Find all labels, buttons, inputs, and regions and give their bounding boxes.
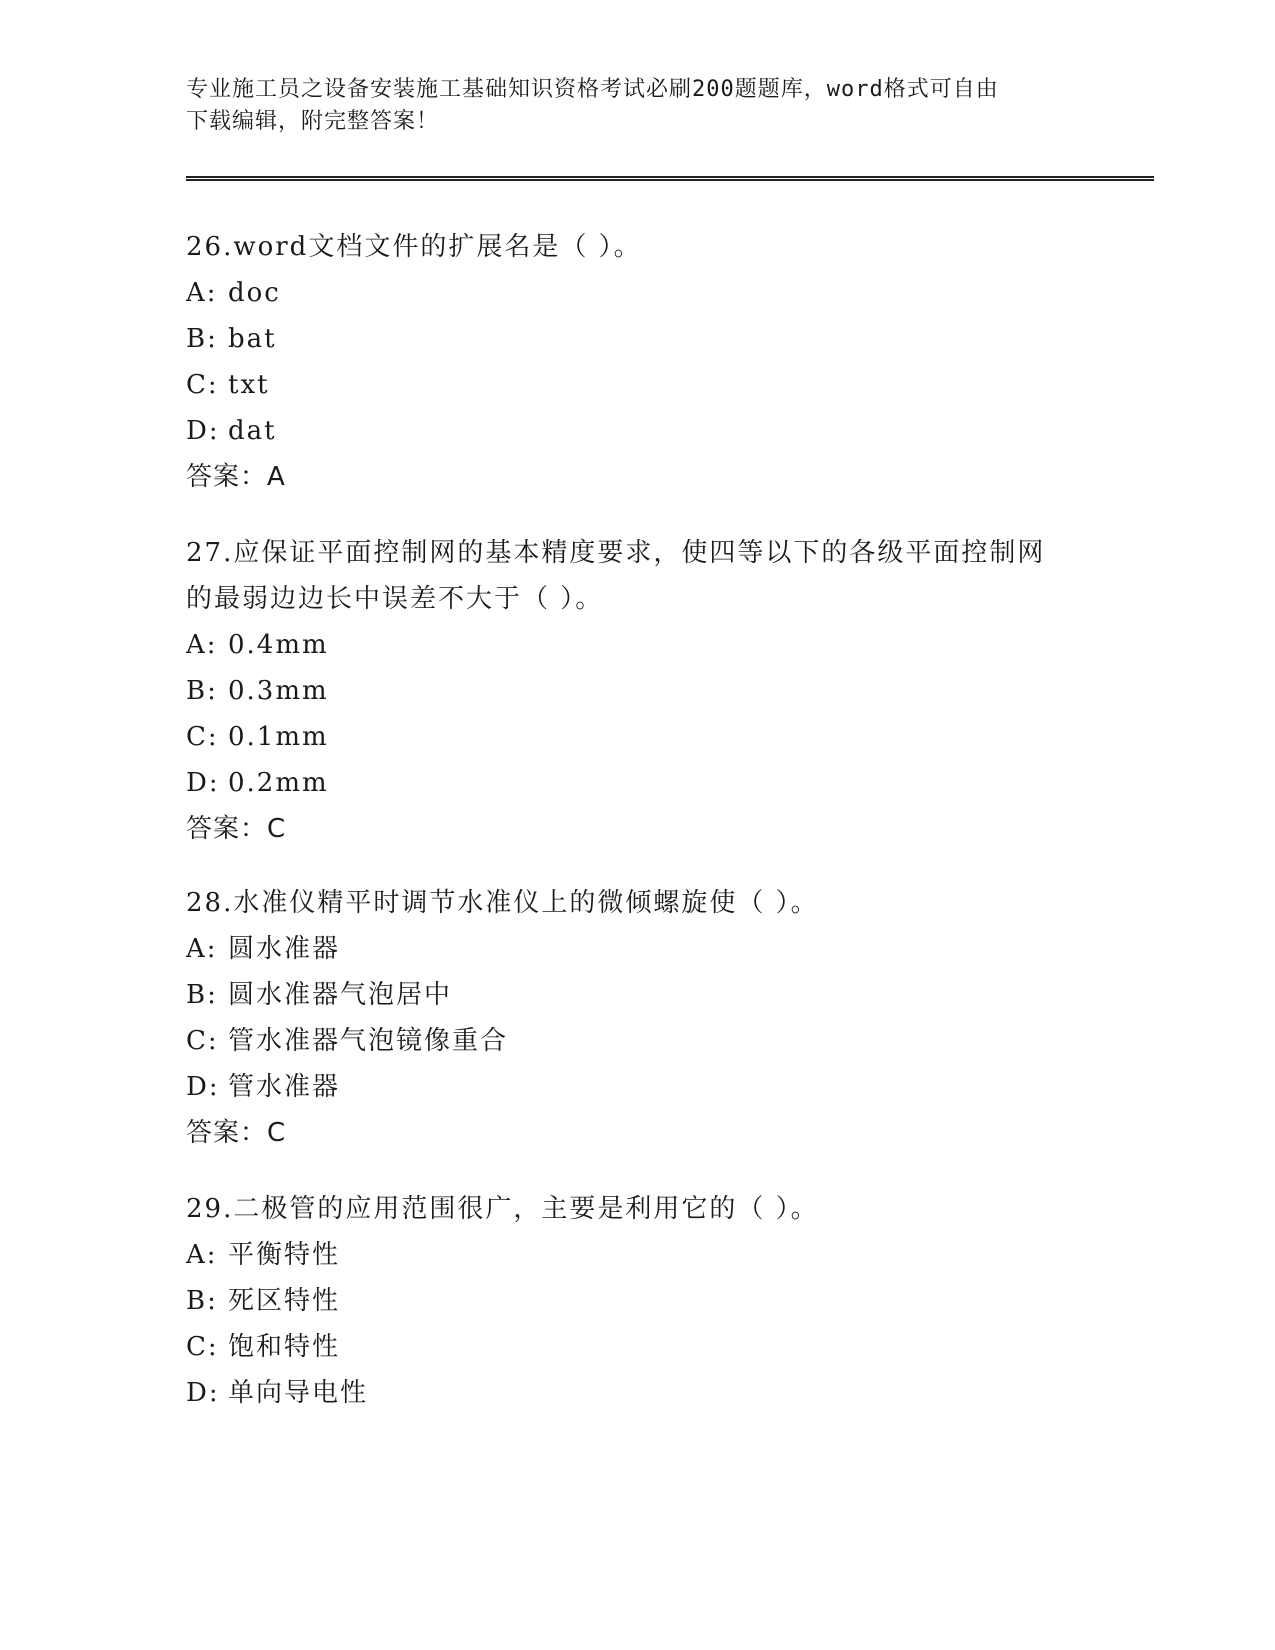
option-text: 圆水准器气泡居中 — [228, 980, 453, 1010]
option-letter: B: — [186, 1286, 218, 1316]
option-c — [186, 362, 1086, 408]
option-c — [186, 1324, 1086, 1370]
option-letter: B: — [186, 676, 218, 706]
question-text: 26.word文档文件的扩展名是（ ）。 — [186, 232, 642, 262]
option-b — [186, 668, 1086, 714]
option-text: 死区特性 — [228, 1286, 341, 1316]
option-text: txt — [228, 370, 270, 400]
option-d — [186, 1064, 1086, 1110]
option-text: 单向导电性 — [228, 1378, 369, 1408]
option-letter: A: — [186, 934, 218, 964]
option-letter: C: — [186, 370, 219, 400]
answer-text: 答案：C — [186, 1118, 287, 1148]
option-letter: D: — [186, 1378, 220, 1408]
answer-text: 答案：C — [186, 814, 287, 844]
option-letter: D: — [186, 1072, 220, 1102]
option-letter: A: — [186, 630, 218, 660]
option-text: 圆水准器 — [228, 934, 341, 964]
option-letter: C: — [186, 722, 219, 752]
option-text: doc — [228, 278, 281, 308]
question-27 — [186, 530, 1086, 852]
option-letter: D: — [186, 768, 220, 798]
option-text: 平衡特性 — [228, 1240, 341, 1270]
option-a — [186, 926, 1086, 972]
document-header — [186, 74, 1066, 138]
question-29 — [186, 1186, 1086, 1416]
option-text: dat — [228, 416, 277, 446]
option-letter: B: — [186, 324, 218, 354]
question-text-line-1: 27.应保证平面控制网的基本精度要求，使四等以下的各级平面控制网 — [186, 538, 1046, 568]
header-line-1: 专业施工员之设备安装施工基础知识资格考试必刷200题题库，word格式可自由 — [186, 77, 999, 102]
option-letter: C: — [186, 1026, 219, 1056]
option-text: 管水准器气泡镜像重合 — [228, 1026, 509, 1056]
option-b — [186, 1278, 1086, 1324]
option-text: 0.1mm — [228, 722, 329, 752]
option-letter: A: — [186, 278, 218, 308]
option-letter: B: — [186, 980, 218, 1010]
option-text: 0.3mm — [228, 676, 329, 706]
option-d — [186, 760, 1086, 806]
option-letter: A: — [186, 1240, 218, 1270]
question-26 — [186, 224, 1086, 500]
question-text: 29.二极管的应用范围很广，主要是利用它的（ ）。 — [186, 1194, 819, 1224]
option-c — [186, 714, 1086, 760]
option-text: bat — [228, 324, 277, 354]
header-divider — [186, 176, 1154, 181]
option-b — [186, 316, 1086, 362]
option-c — [186, 1018, 1086, 1064]
header-line-2: 下载编辑，附完整答案！ — [186, 109, 440, 134]
option-a — [186, 270, 1086, 316]
option-letter: D: — [186, 416, 220, 446]
option-a — [186, 1232, 1086, 1278]
option-d — [186, 1370, 1086, 1416]
question-text-line-2: 的最弱边边长中误差不大于（ ）。 — [186, 584, 604, 614]
option-a — [186, 622, 1086, 668]
option-text: 管水准器 — [228, 1072, 341, 1102]
question-text: 28.水准仪精平时调节水准仪上的微倾螺旋使（ ）。 — [186, 888, 819, 918]
answer-text: 答案：A — [186, 462, 286, 492]
option-d — [186, 408, 1086, 454]
option-text: 饱和特性 — [228, 1332, 341, 1362]
option-text: 0.2mm — [228, 768, 329, 798]
option-letter: C: — [186, 1332, 219, 1362]
option-b — [186, 972, 1086, 1018]
question-28 — [186, 880, 1086, 1156]
option-text: 0.4mm — [228, 630, 329, 660]
